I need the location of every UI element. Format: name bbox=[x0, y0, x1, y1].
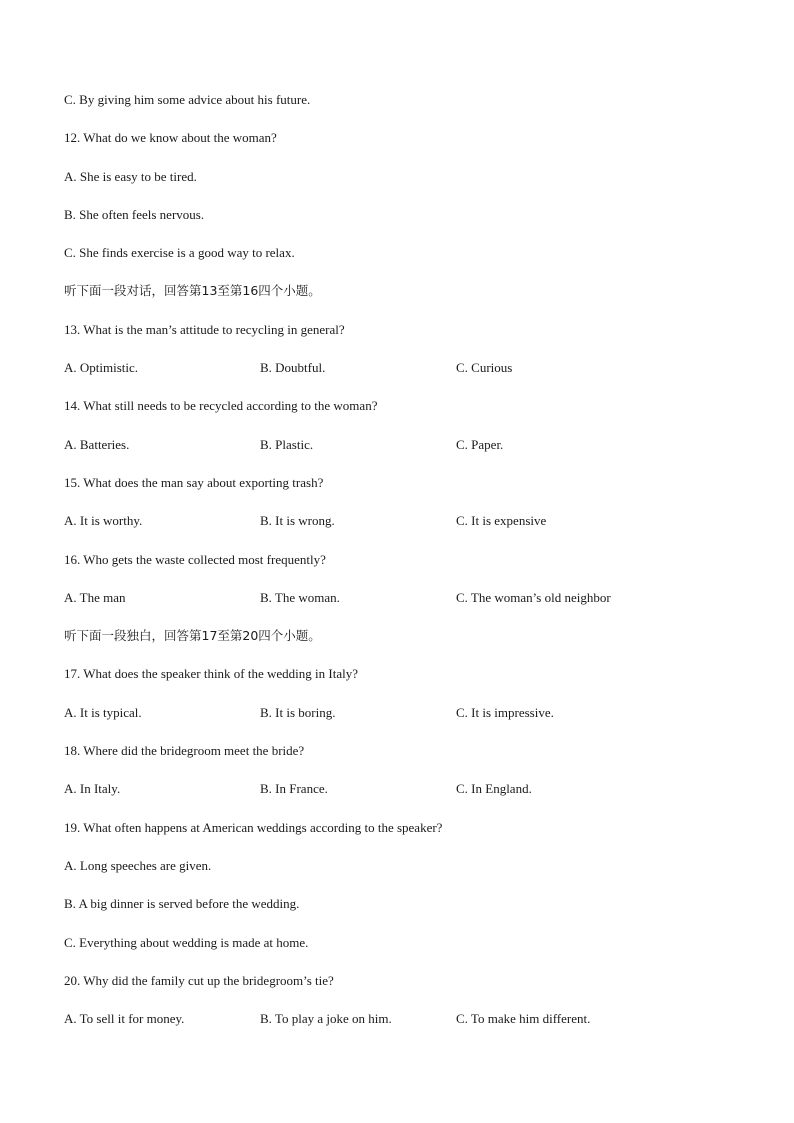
answer-option: A. The man bbox=[64, 589, 126, 605]
answer-options-row bbox=[64, 1009, 744, 1047]
question-line: 20. Why did the family cut up the bridegroom’s tie? bbox=[64, 972, 334, 988]
answer-option: B. In France. bbox=[260, 781, 328, 797]
question-line: 19. What often happens at American weddings according to the speaker? bbox=[64, 819, 443, 835]
section-instruction: 听下面一段对话，回答第13至第16四个小题。 bbox=[64, 283, 321, 299]
answer-option: A. Optimistic. bbox=[64, 360, 139, 376]
section-instruction: 听下面一段独白，回答第17至第20四个小题。 bbox=[64, 628, 321, 644]
answer-option: A. It is worthy. bbox=[64, 513, 143, 529]
answer-options-row bbox=[64, 358, 744, 396]
answer-option: B. Doubtful. bbox=[260, 360, 326, 376]
question-line: 15. What does the man say about exporting trash? bbox=[64, 474, 324, 490]
answer-option: A. In Italy. bbox=[64, 781, 121, 797]
answer-option: C. In England. bbox=[456, 781, 532, 797]
answer-option: B. It is wrong. bbox=[260, 513, 335, 529]
question-line: A. She is easy to be tired. bbox=[64, 168, 197, 184]
answer-option: A. Batteries. bbox=[64, 436, 130, 452]
answer-option: C. The woman’s old neighbor bbox=[456, 589, 611, 605]
answer-options-row bbox=[64, 511, 744, 549]
answer-option: B. To play a joke on him. bbox=[260, 1011, 392, 1027]
answer-option: C. It is impressive. bbox=[456, 704, 554, 720]
question-line: 18. Where did the bridegroom meet the bride? bbox=[64, 743, 305, 759]
answer-options-row bbox=[64, 779, 744, 817]
question-line: C. By giving him some advice about his future. bbox=[64, 92, 311, 107]
question-line: B. She often feels nervous. bbox=[64, 206, 205, 222]
answer-options-row bbox=[64, 703, 744, 741]
answer-option: A. It is typical. bbox=[64, 704, 142, 720]
question-line: 16. Who gets the waste collected most frequently? bbox=[64, 551, 326, 567]
question-line: 17. What does the speaker think of the wedding in Italy? bbox=[64, 666, 358, 682]
question-line: A. Long speeches are given. bbox=[64, 857, 212, 873]
question-line: 12. What do we know about the woman? bbox=[64, 130, 277, 146]
answer-option: B. Plastic. bbox=[260, 436, 314, 452]
answer-option: C. It is expensive bbox=[456, 513, 547, 529]
question-line: B. A big dinner is served before the wedding. bbox=[64, 896, 300, 912]
exam-page bbox=[64, 90, 744, 1047]
answer-option: C. Curious bbox=[456, 360, 513, 376]
answer-option: B. It is boring. bbox=[260, 704, 336, 720]
answer-option: C. To make him different. bbox=[456, 1011, 591, 1027]
answer-option: C. Paper. bbox=[456, 436, 504, 452]
answer-options-row bbox=[64, 435, 744, 473]
question-line: C. She finds exercise is a good way to relax. bbox=[64, 245, 295, 261]
answer-option: B. The woman. bbox=[260, 589, 340, 605]
question-line: C. Everything about wedding is made at home. bbox=[64, 934, 309, 950]
answer-options-row bbox=[64, 588, 744, 626]
question-line: 13. What is the man’s attitude to recycling in general? bbox=[64, 321, 345, 337]
answer-option: A. To sell it for money. bbox=[64, 1011, 185, 1027]
question-line: 14. What still needs to be recycled according to the woman? bbox=[64, 398, 378, 414]
